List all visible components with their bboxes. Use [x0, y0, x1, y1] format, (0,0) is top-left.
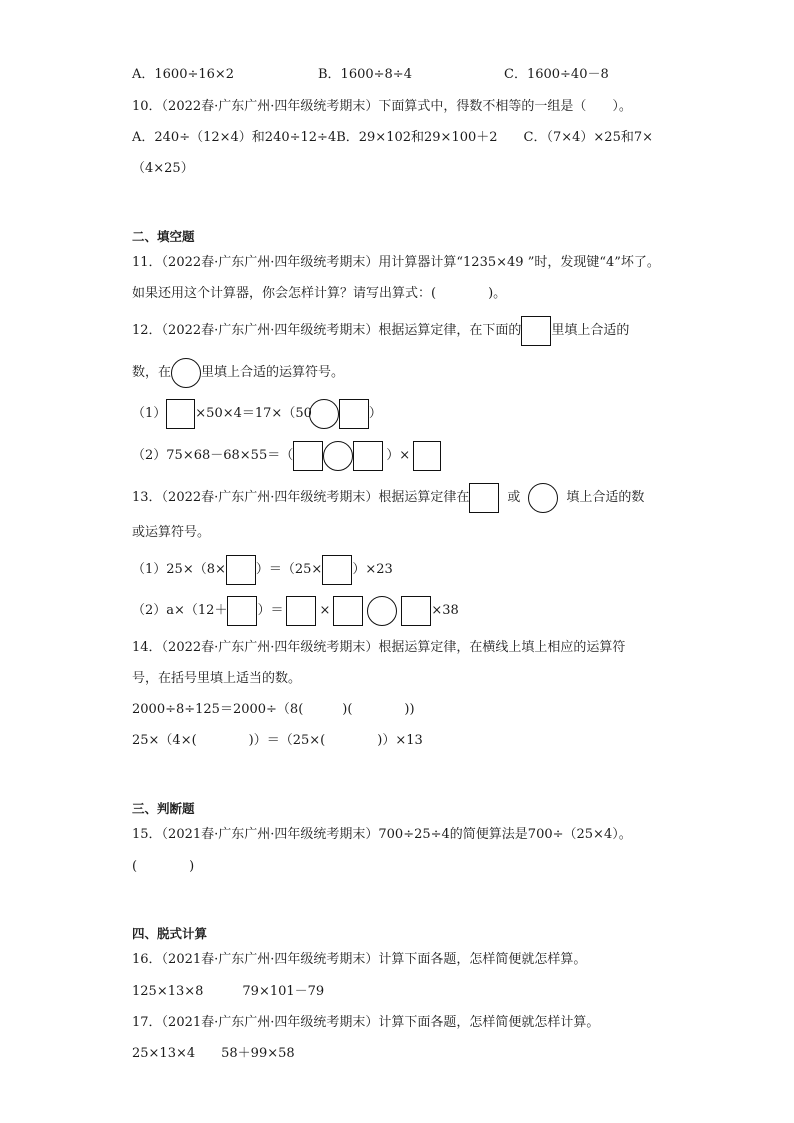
- q12-text-b: 里填上合适的: [551, 323, 630, 338]
- q13-part2-expr: （2）a×（12＋: [132, 603, 228, 618]
- q14-equation1: 2000÷8÷125＝2000÷（8( )( )): [132, 702, 415, 717]
- q11-line2: 如果还用这个计算器，你会怎样计算？请写出算式：( )。: [132, 286, 507, 301]
- section-true-false-heading: 三、判断题: [132, 801, 195, 816]
- q10-stem: 10．（2022春·广东广州·四年级统考期末）下面算式中，得数不相等的一组是（ ）。: [132, 99, 632, 114]
- answer-box[interactable]: [353, 441, 383, 471]
- q13-text-c: 填上合适的数: [566, 490, 645, 505]
- section-calculation-heading: 四、脱式计算: [132, 926, 208, 941]
- q12-line2: [132, 357, 344, 389]
- q15-line1: 15．（2021春·广东广州·四年级统考期末）700÷25÷4的简便算法是700÷（25×4）。: [132, 827, 632, 842]
- q12-text-a: 12．（2022春·广东广州·四年级统考期末）根据运算定律，在下面的: [132, 323, 522, 338]
- answer-circle[interactable]: [367, 596, 397, 626]
- q13-part1-expr: （1）25×（8×: [132, 562, 226, 577]
- q12-text-d: 里填上合适的运算符号。: [201, 365, 345, 380]
- q12-text-c: 数，在: [132, 365, 172, 380]
- q13-part1: [132, 554, 393, 586]
- q13-part1-mid: ）＝（25×: [255, 562, 323, 577]
- answer-box[interactable]: [322, 555, 352, 585]
- q14-line1: 14．（2022春·广东广州·四年级统考期末）根据运算定律，在横线上填上相应的运算符: [132, 640, 626, 655]
- answer-box[interactable]: [469, 483, 499, 513]
- q11-line1: 11．（2022春·广东广州·四年级统考期末）用计算器计算“1235×49 ”时，发现键“4”坏了。: [132, 255, 660, 270]
- answer-box[interactable]: [333, 596, 363, 626]
- answer-box[interactable]: [521, 316, 551, 346]
- q9-options: [132, 64, 609, 86]
- q14-equation2: 25×（4×( )）＝（25×( )）×13: [132, 733, 423, 748]
- q16-expressions: 125×13×8 79×101－79: [132, 984, 325, 999]
- q13-line2: 或运算符号。: [132, 525, 211, 540]
- q13-part1-end: ）×23: [352, 562, 393, 577]
- q10-options-cont: （4×25）: [132, 161, 194, 176]
- q12-part1-expr: ×50×4＝17×（50: [195, 406, 312, 421]
- q13-text-a: 13．（2022春·广东广州·四年级统考期末）根据运算定律在: [132, 490, 470, 505]
- q9-option-b: B．1600÷8÷4: [318, 67, 412, 82]
- q13-part2-eq: ）＝: [257, 603, 284, 618]
- q13-part2: [132, 595, 459, 627]
- q12-part1: [132, 398, 382, 430]
- q12-line1: [132, 315, 629, 347]
- answer-circle[interactable]: [171, 358, 201, 388]
- q17-line1: 17．（2021春·广东广州·四年级统考期末）计算下面各题，怎样简便就怎样计算。: [132, 1015, 600, 1030]
- answer-box[interactable]: [227, 596, 257, 626]
- q12-part2: [132, 440, 441, 472]
- answer-circle[interactable]: [309, 399, 339, 429]
- answer-box[interactable]: [401, 596, 431, 626]
- q12-part2-end: ）×: [386, 448, 411, 463]
- q13-text-b: 或: [507, 490, 521, 505]
- q9-option-c: C．1600÷40－8: [504, 67, 609, 82]
- q15-answer-paren: ( ): [132, 859, 195, 874]
- q12-part1-label: （1）: [132, 406, 167, 421]
- q13-part2-times: ×: [319, 603, 331, 618]
- q9-option-a: A．1600÷16×2: [132, 67, 235, 82]
- q14-line2: 号，在括号里填上适当的数。: [132, 671, 302, 686]
- answer-box[interactable]: [413, 441, 441, 471]
- q13-part2-end: ×38: [431, 603, 459, 618]
- answer-box[interactable]: [166, 399, 195, 429]
- section-fill-in-blank-heading: 二、填空题: [132, 229, 195, 244]
- q16-line1: 16．（2021春·广东广州·四年级统考期末）计算下面各题，怎样简便就怎样算。: [132, 952, 587, 967]
- q17-expressions: 25×13×4 58＋99×58: [132, 1046, 295, 1061]
- q12-part2-expr: （2）75×68－68×55＝（: [132, 448, 294, 463]
- answer-circle[interactable]: [528, 483, 558, 513]
- q10-options: A．240÷（12×4）和240÷12÷4B．29×102和29×100＋2 C．（7×4）×25和7×: [132, 130, 654, 145]
- answer-box[interactable]: [339, 399, 369, 429]
- q12-part1-end: ）: [368, 406, 382, 421]
- q13-line1: [132, 482, 644, 514]
- answer-box[interactable]: [293, 441, 323, 471]
- answer-circle[interactable]: [323, 441, 353, 471]
- answer-box[interactable]: [286, 596, 316, 626]
- answer-box[interactable]: [226, 555, 256, 585]
